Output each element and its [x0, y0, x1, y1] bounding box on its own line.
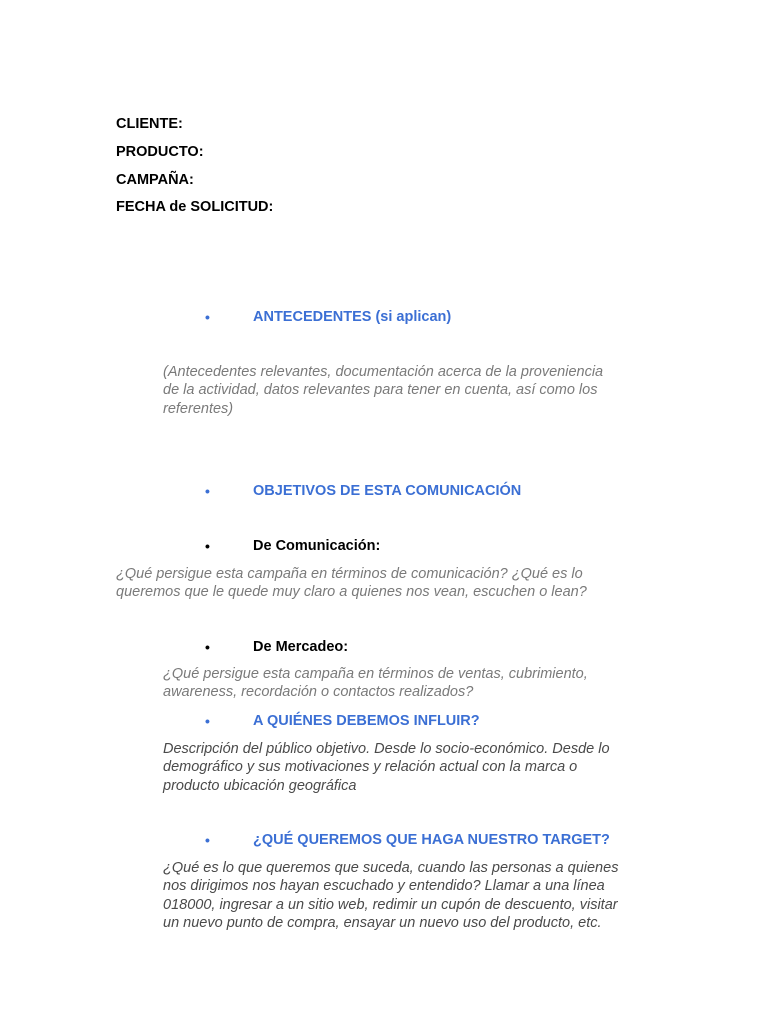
bullet-icon: • — [205, 832, 210, 848]
que-queremos-title: ¿QUÉ QUEREMOS QUE HAGA NUESTRO TARGET? — [253, 832, 610, 848]
de-comunicacion-description — [116, 565, 587, 602]
section-antecedentes-heading — [205, 308, 451, 326]
desc-line: ¿Qué es lo que queremos que suceda, cuando las personas a quienes — [163, 860, 619, 876]
cliente-label: CLIENTE: — [116, 116, 183, 132]
desc-line: un nuevo punto de compra, ensayar un nuevo uso del producto, etc. — [163, 914, 602, 931]
bullet-icon: • — [205, 483, 210, 499]
desc-line: 018000, ingresar a un sitio web, redimir un cupón de descuento, visitar — [163, 896, 618, 913]
que-queremos-description — [163, 859, 618, 932]
bullet-icon: • — [205, 538, 210, 554]
desc-line: ¿Qué persigue esta campaña en términos de comunicación? ¿Qué es lo — [116, 566, 583, 582]
de-comunicacion-title: De Comunicación: — [253, 538, 381, 554]
section-que-queremos-heading — [205, 831, 610, 849]
bullet-icon: • — [205, 713, 210, 729]
antecedentes-title: ANTECEDENTES (si aplican) — [253, 309, 452, 325]
desc-line: de la actividad, datos relevantes para tener en cuenta, así como los — [163, 382, 598, 399]
desc-line: (Antecedentes relevantes, documentación acerca de la proveniencia — [163, 364, 604, 380]
bullet-icon: • — [205, 639, 210, 655]
a-quienes-title: A QUIÉNES DEBEMOS INFLUIR? — [253, 713, 480, 729]
section-de-mercadeo-heading — [205, 638, 348, 656]
campana-label: CAMPAÑA: — [116, 172, 194, 188]
desc-line: producto ubicación geográfica — [163, 777, 357, 794]
a-quienes-description — [163, 740, 610, 795]
desc-line: demográfico y sus motivaciones y relación actual con la marca o — [163, 759, 578, 776]
desc-line: nos dirigimos nos hayan escuchado y entendido? Llamar a una línea — [163, 878, 605, 895]
desc-line: awareness, recordación o contactos realizados? — [163, 684, 474, 701]
fecha-solicitud-label: FECHA de SOLICITUD: — [116, 199, 274, 215]
desc-line: Descripción del público objetivo. Desde lo socio-económico. Desde lo — [163, 741, 610, 757]
section-de-comunicacion-heading — [205, 537, 380, 555]
objetivos-title: OBJETIVOS DE ESTA COMUNICACIÓN — [253, 483, 522, 499]
desc-line: ¿Qué persigue esta campaña en términos de ventas, cubrimiento, — [163, 666, 588, 682]
section-a-quienes-heading — [205, 712, 480, 730]
de-mercadeo-description — [163, 665, 588, 702]
desc-line: queremos que le quede muy claro a quienes nos vean, escuchen o lean? — [116, 584, 587, 601]
desc-line: referentes) — [163, 400, 234, 417]
de-mercadeo-title: De Mercadeo: — [253, 639, 349, 655]
section-objetivos-heading — [205, 482, 521, 500]
producto-label: PRODUCTO: — [116, 144, 204, 160]
antecedentes-description — [163, 363, 603, 418]
bullet-icon: • — [205, 309, 210, 325]
